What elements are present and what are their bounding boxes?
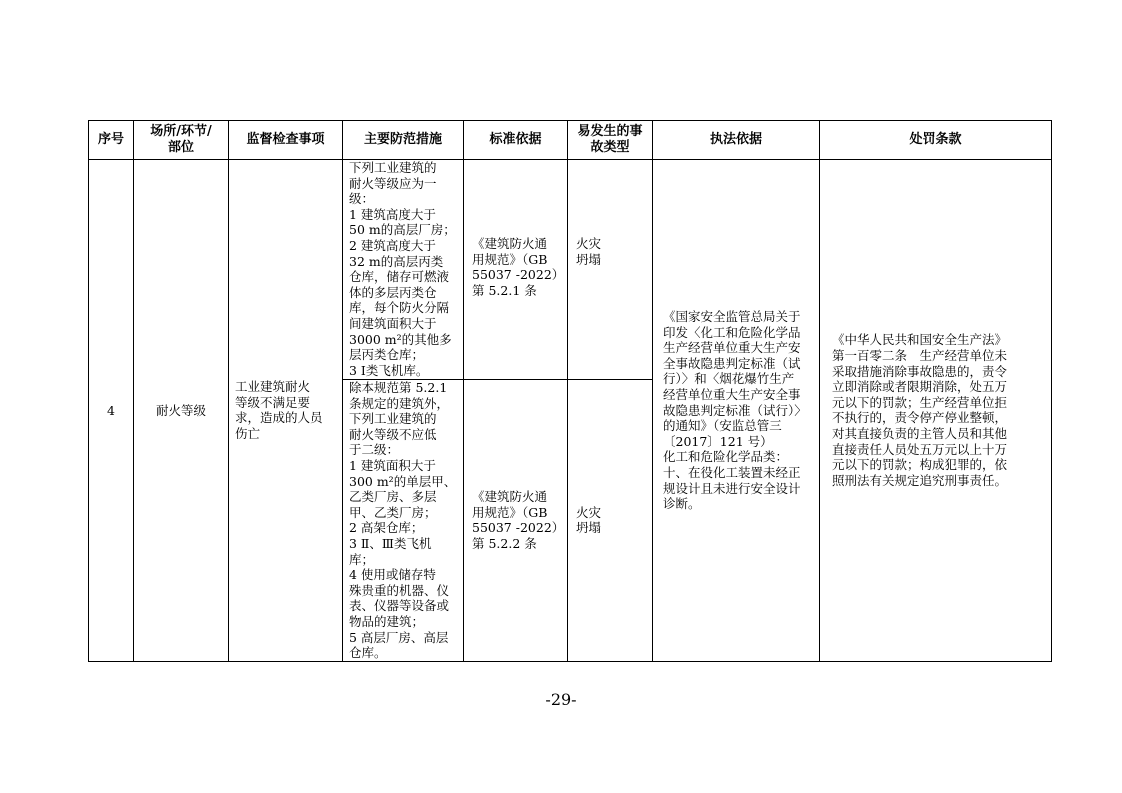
penalty-line: 元以下的罚款；构成犯罪的，依	[832, 457, 1008, 473]
measure-line: 仓库，储存可燃液	[349, 269, 450, 285]
penalty-line: 直接责任人员处五万元以上十万	[832, 441, 1008, 457]
measure-line: 50 m的高层厂房；	[349, 222, 456, 238]
accident-line: 坍塌	[576, 520, 602, 536]
penalty-line: 采取措施消除事故隐患的，责令	[832, 363, 1008, 379]
measure-line: 条规定的建筑外，	[349, 395, 450, 411]
measure-line: 3 Ⅰ类飞机库。	[349, 362, 429, 378]
measure-line: 物品的建筑；	[349, 613, 425, 629]
basis-cell-2	[464, 380, 568, 662]
measure-line: 3000 m²的其他多	[349, 331, 452, 347]
measure-line: 32 m的高层丙类	[349, 253, 444, 269]
penalty-line: 立即消除或者限期消除，处五万	[832, 379, 1008, 395]
measure-line: 体的多层丙类仓	[349, 284, 437, 300]
item-cell	[229, 160, 343, 662]
basis-line: 55037 -2022）	[472, 520, 565, 536]
header-basis: 标准依据	[464, 121, 568, 160]
penalty-line: 第一百零二条 生产经营单位未	[832, 347, 1008, 363]
measure-line: 3 Ⅱ、Ⅲ类飞机	[349, 535, 432, 551]
measure-line: 殊贵重的机器、仪	[349, 582, 450, 598]
law-line: 规设计且未进行安全设计	[663, 480, 801, 496]
header-law: 执法依据	[653, 121, 820, 160]
measure-line: 于二级：	[349, 442, 400, 458]
law-line: 诊断。	[663, 496, 701, 512]
basis-line: 《建筑防火通	[472, 236, 548, 251]
measure-line: 甲、乙类厂房；	[349, 504, 437, 520]
accident-line: 火灾	[576, 504, 602, 520]
accident-line: 坍塌	[576, 251, 602, 267]
basis-line: 55037 -2022）	[472, 267, 565, 283]
inspection-table	[88, 120, 1052, 662]
measure-line: 仓库。	[349, 645, 387, 661]
law-line: 印发〈化工和危险化学品	[663, 324, 801, 340]
measure-line: 除本规范第 5.2.1	[349, 380, 448, 395]
header-seq: 序号	[89, 121, 134, 160]
measure-cell-1	[343, 160, 464, 380]
seq-cell: 4	[89, 160, 134, 662]
place-cell: 耐火等级	[134, 160, 229, 662]
header-row	[89, 121, 1052, 160]
measure-line: 级：	[349, 191, 375, 207]
header-accident: 易发生的事故类型	[568, 121, 653, 160]
header-place: 场所/环节/部位	[134, 121, 229, 160]
measure-line: 乙类厂房、多层	[349, 489, 437, 505]
law-line: 化工和危险化学品类：	[663, 449, 789, 465]
measure-line: 库，每个防火分隔	[349, 300, 450, 316]
law-line: 行）〉和〈烟花爆竹生产	[663, 371, 795, 387]
item-line: 工业建筑耐火	[235, 379, 311, 395]
law-cell	[653, 160, 820, 662]
header-measures: 主要防范措施	[343, 121, 464, 160]
measure-line: 层丙类仓库；	[349, 347, 425, 363]
penalty-cell	[820, 160, 1052, 662]
law-line: 全事故隐患判定标准（试	[663, 355, 801, 371]
header-penalty: 处罚条款	[820, 121, 1052, 160]
measure-line: 1 建筑高度大于	[349, 206, 436, 222]
basis-line: 用规范》（GB	[472, 251, 548, 267]
law-line: 十、在役化工装置未经正	[663, 464, 801, 480]
item-line: 求，造成的人员	[235, 410, 323, 426]
law-line: 〔2017〕121 号）	[663, 433, 773, 449]
measure-line: 5 高层厂房、高层	[349, 629, 449, 645]
measure-line: 下列工业建筑的	[349, 160, 437, 175]
measure-line: 耐火等级不应低	[349, 426, 437, 442]
measure-line: 300 m²的单层甲、	[349, 473, 457, 489]
law-line: 的通知》（安监总管三	[663, 418, 782, 434]
measure-line: 下列工业建筑的	[349, 411, 437, 427]
basis-line: 《建筑防火通	[472, 489, 548, 505]
penalty-line: 《中华人民共和国安全生产法》	[832, 332, 1008, 348]
penalty-line: 不执行的，责令停产停业整顿，	[832, 410, 1008, 426]
measure-line: 表、仪器等设备或	[349, 598, 450, 614]
accident-cell-2	[568, 380, 653, 662]
measure-line: 间建筑面积大于	[349, 315, 437, 331]
item-line: 伤亡	[235, 425, 261, 441]
penalty-line: 对其直接负责的主管人员和其他	[832, 425, 1008, 441]
measure-line: 4 使用或储存特	[349, 567, 436, 583]
measure-line: 2 建筑高度大于	[349, 237, 436, 253]
law-line: 《国家安全监管总局关于	[663, 308, 801, 324]
penalty-line: 元以下的罚款；生产经营单位拒	[832, 394, 1008, 410]
header-item: 监督检查事项	[229, 121, 343, 160]
measure-line: 2 高架仓库；	[349, 520, 424, 536]
accident-line: 火灾	[576, 236, 602, 251]
measure-line: 1 建筑面积大于	[349, 457, 436, 473]
accident-cell-1	[568, 160, 653, 380]
law-line: 经营单位重大生产安全事	[663, 386, 801, 402]
basis-cell-1	[464, 160, 568, 380]
measure-line: 库；	[349, 551, 375, 567]
basis-line: 用规范》（GB	[472, 504, 548, 520]
item-line: 等级不满足要	[235, 394, 311, 410]
table-row	[89, 160, 1052, 380]
basis-line: 第 5.2.2 条	[472, 535, 537, 551]
page-number: -29-	[545, 690, 577, 709]
penalty-line: 照刑法有关规定追究刑事责任。	[832, 472, 1008, 488]
law-line: 故隐患判定标准（试行）〉	[663, 402, 807, 418]
law-line: 生产经营单位重大生产安	[663, 340, 801, 356]
measure-line: 耐火等级应为一	[349, 175, 437, 191]
measure-cell-2	[343, 380, 464, 662]
basis-line: 第 5.2.1 条	[472, 282, 537, 298]
